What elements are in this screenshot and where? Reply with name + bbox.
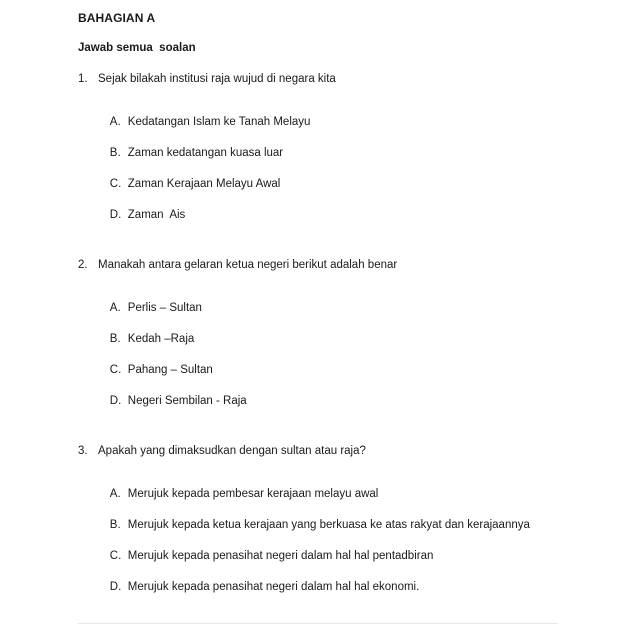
option-text: Pahang – Sultan — [127, 364, 213, 376]
option-letter: B. — [109, 519, 121, 531]
option-text: Merujuk kepada penasihat negeri dalam hal hal ekonomi. — [127, 581, 420, 593]
option-text: Merujuk kepada penasihat negeri dalam hal hal pentadbiran — [127, 550, 434, 562]
option-letter: A. — [109, 116, 121, 128]
option-text: Perlis – Sultan — [127, 302, 202, 314]
option-letter: C. — [109, 178, 122, 190]
option-letter: D. — [109, 209, 122, 221]
option-letter: A. — [109, 302, 121, 314]
question-2-option-d — [97, 383, 247, 419]
question-number: 3. — [78, 445, 88, 457]
option-text: Negeri Sembilan - Raja — [127, 395, 247, 407]
question-1 — [78, 73, 336, 85]
option-text: Merujuk kepada ketua kerajaan yang berkuasa ke atas rakyat dan kerajaannya — [127, 519, 530, 531]
section-instruction: Jawab semua soalan — [78, 42, 196, 54]
question-number: 1. — [78, 73, 88, 85]
option-letter: A. — [109, 488, 121, 500]
question-1-option-d — [97, 197, 185, 233]
option-text: Zaman Kerajaan Melayu Awal — [127, 178, 281, 190]
section-title: BAHAGIAN A — [78, 11, 156, 25]
option-letter: D. — [109, 581, 122, 593]
option-letter: B. — [109, 147, 121, 159]
page-bottom-divider — [78, 623, 558, 624]
question-text: Apakah yang dimaksudkan dengan sultan atau raja? — [98, 445, 366, 457]
option-text: Zaman Ais — [127, 209, 186, 221]
option-text: Zaman kedatangan kuasa luar — [127, 147, 284, 159]
option-letter: C. — [109, 364, 122, 376]
question-3-option-d — [97, 569, 419, 605]
question-3 — [78, 445, 366, 457]
option-text: Kedah –Raja — [127, 333, 195, 345]
question-text: Manakah antara gelaran ketua negeri berikut adalah benar — [98, 259, 398, 271]
option-letter: D. — [109, 395, 122, 407]
question-text: Sejak bilakah institusi raja wujud di negara kita — [98, 73, 336, 85]
option-letter: C. — [109, 550, 122, 562]
option-text: Kedatangan Islam ke Tanah Melayu — [127, 116, 311, 128]
option-letter: B. — [109, 333, 121, 345]
question-number: 2. — [78, 259, 88, 271]
question-2 — [78, 259, 397, 271]
option-text: Merujuk kepada pembesar kerajaan melayu awal — [127, 488, 379, 500]
